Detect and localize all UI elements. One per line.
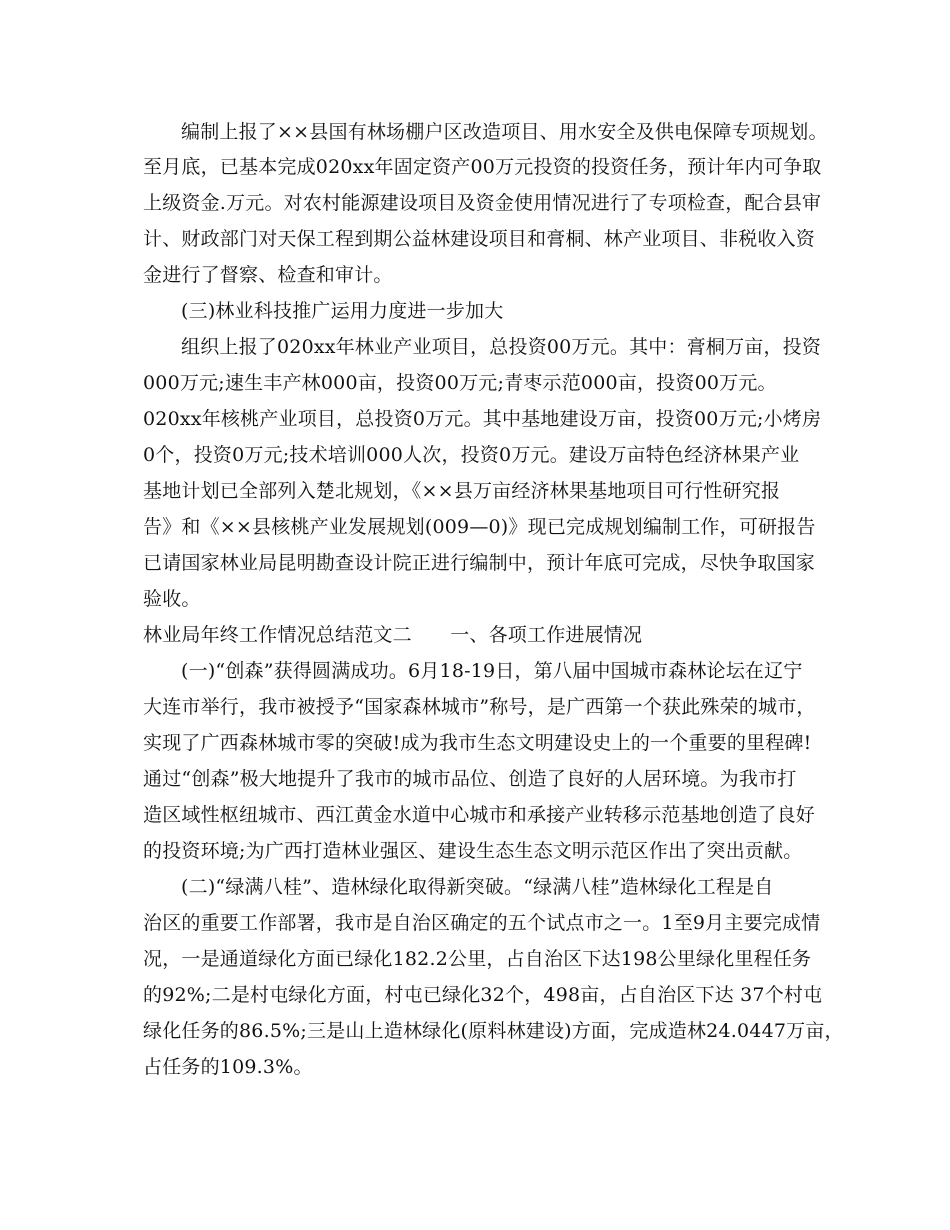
text-line: 况，一是通道绿化方面已绿化182.2公里，占自治区下达198公里绿化里程任务: [143, 948, 812, 970]
section-title: 林业局年终工作情况总结范文二 一、各项工作进展情况: [143, 624, 643, 646]
text-line: 上级资金.万元。对农村能源建设项目及资金使用情况进行了专项检查，配合县审: [143, 192, 822, 214]
text-line: 金进行了督察、检查和审计。: [143, 264, 393, 286]
text-line: 占任务的109.3%。: [143, 1056, 313, 1078]
text-line: 告》和《××县核桃产业发展规划(009—0)》现已完成规划编制工作，可研报告: [143, 516, 816, 538]
text-line: 编制上报了××县国有林场棚户区改造项目、用水安全及供电保障专项规划。: [181, 121, 828, 143]
text-line: 至月底，已基本完成020xx年固定资产00万元投资的投资任务，预计年内可争取: [143, 156, 822, 178]
text-line: (二)“绿满八桂”、造林绿化取得新突破。“绿满八桂”造林绿化工程是自: [181, 876, 774, 898]
text-line: 绿化任务的86.5%;三是山上造林绿化(原料林建设)方面，完成造林24.0447万亩，: [143, 1020, 844, 1042]
text-line: 已请国家林业局昆明勘查设计院正进行编制中，预计年底可完成，尽快争取国家: [143, 552, 816, 574]
text-line: 验收。: [143, 588, 201, 610]
text-line: 通过“创森”极大地提升了我市的城市品位、创造了良好的人居环境。为我市打: [143, 768, 797, 790]
text-line: (一)“创森”获得圆满成功。6月18-19日，第八届中国城市森林论坛在辽宁: [181, 660, 803, 682]
text-line: 组织上报了020xx年林业产业项目，总投资00万元。其中：膏桐万亩，投资: [181, 336, 822, 358]
section-heading: (三)林业科技推广运用力度进一步加大: [181, 300, 504, 322]
text-line: 实现了广西森林城市零的突破!成为我市生态文明建设史上的一个重要的里程碑!: [143, 732, 812, 754]
text-line: 基地计划已全部列入楚北规划，《××县万亩经济林果基地项目可行性研究报: [143, 480, 781, 502]
text-line: 大连市举行，我市被授予“国家森林城市”称号，是广西第一个获此殊荣的城市，: [143, 696, 816, 718]
text-line: 的投资环境;为广西打造林业强区、建设生态生态文明示范区作出了突出贡献。: [143, 840, 803, 862]
text-line: 020xx年核桃产业项目，总投资0万元。其中基地建设万亩，投资00万元;小烤房: [143, 408, 822, 430]
text-line: 000万元;速生丰产林000亩，投资00万元;青枣示范000亩，投资00万元。: [143, 372, 777, 394]
text-line: 治区的重要工作部署，我市是自治区确定的五个试点市之一。1至9月主要完成情: [143, 912, 821, 934]
text-line: 0个，投资0万元;技术培训000人次，投资0万元。建设万亩特色经济林果产业: [143, 444, 800, 466]
text-line: 的92%;二是村屯绿化方面，村屯已绿化32个，498亩，占自治区下达 37个村屯: [143, 984, 823, 1006]
text-line: 造区域性枢纽城市、西江黄金水道中心城市和承接产业转移示范基地创造了良好: [143, 804, 816, 826]
text-line: 计、财政部门对天保工程到期公益林建设项目和膏桐、林产业项目、非税收入资: [143, 228, 816, 250]
